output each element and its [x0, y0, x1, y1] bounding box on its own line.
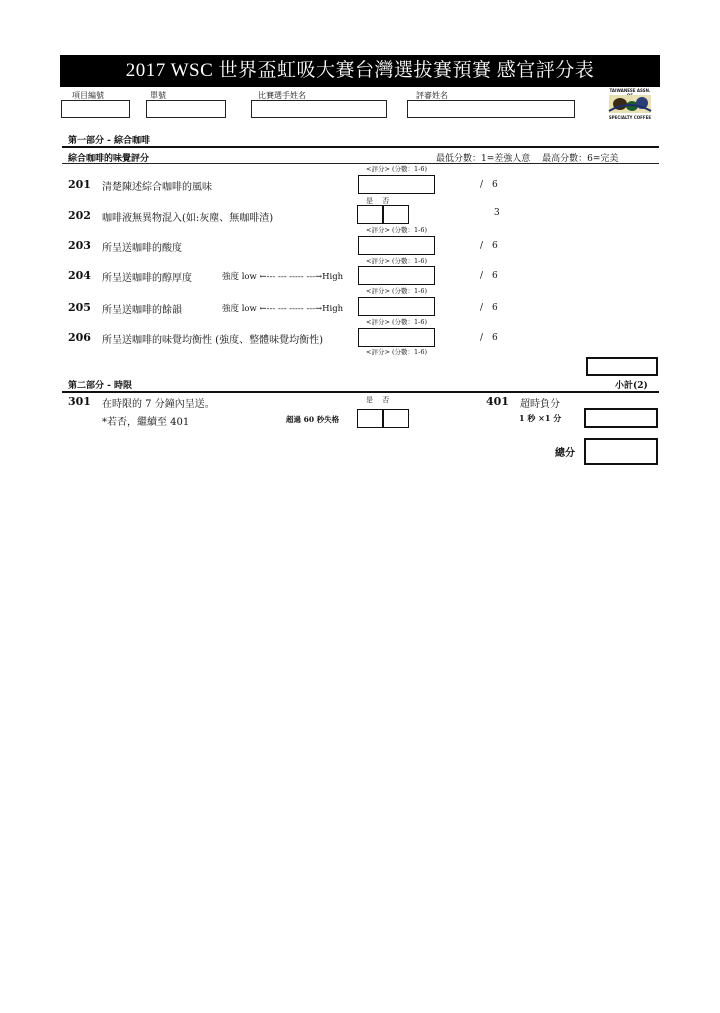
item-301-number: 301: [68, 395, 91, 408]
subtotal-box[interactable]: [586, 357, 658, 376]
item-205-score-box[interactable]: [358, 297, 435, 316]
item-206-text: 所呈送咖啡的味覺均衡性 (強度、整體味覺均衡性): [102, 335, 323, 346]
part1-title: 第一部分 - 綜合咖啡: [68, 136, 151, 146]
item-no-field[interactable]: [61, 100, 130, 118]
item-401-number: 401: [486, 395, 509, 408]
item-205-number: 205: [68, 301, 91, 314]
score-hint: <評分> (分數：1-6): [366, 165, 427, 173]
sheet-no-label: 單號: [150, 91, 166, 100]
item-202-yes-box[interactable]: [357, 205, 383, 224]
item-202-no-box[interactable]: [383, 205, 409, 224]
item-204-number: 204: [68, 269, 91, 282]
scale-note: 最低分數：1=差強人意 最高分數：6=完美: [436, 154, 619, 164]
item-201-text: 清楚陳述綜合咖啡的風味: [102, 182, 212, 193]
sheet-no-field[interactable]: [146, 100, 226, 118]
item-301-note: *若否，繼續至 401: [102, 417, 190, 428]
item-201-score-box[interactable]: [358, 175, 435, 194]
item-206-max: / 6: [480, 333, 498, 343]
item-301-yes-box[interactable]: [357, 409, 383, 428]
item-401-text: 超時負分: [520, 399, 560, 410]
item-401-score-box[interactable]: [584, 408, 658, 428]
item-204-max: / 6: [480, 271, 498, 281]
overtime-fail-note: 超過 60 秒失格: [286, 415, 340, 424]
item-202-number: 202: [68, 209, 91, 222]
score-hint: <評分> (分數：1-6): [366, 226, 427, 234]
item-203-number: 203: [68, 239, 91, 252]
part1-divider: [62, 146, 659, 148]
item-206-number: 206: [68, 331, 91, 344]
item-203-score-box[interactable]: [358, 236, 435, 255]
part1-subtitle: 綜合咖啡的味覺評分: [68, 154, 150, 164]
item-203-max: / 6: [480, 241, 498, 251]
total-label: 總分: [555, 448, 575, 459]
item-201-number: 201: [68, 178, 91, 191]
item-201-max: / 6: [480, 180, 498, 190]
judge-name-label: 評審姓名: [416, 91, 448, 100]
total-score-box[interactable]: [584, 438, 658, 465]
yes-no-header: 是 否: [366, 197, 390, 205]
score-hint: <評分> (分數：1-6): [366, 318, 427, 326]
item-205-max: / 6: [480, 303, 498, 313]
part2-divider: [62, 391, 659, 393]
item-204-intensity-scale: 強度 low ←--- --- ----- ---→High: [222, 272, 344, 282]
item-202-max: 3: [494, 208, 500, 218]
item-205-intensity-scale: 強度 low ←--- --- ----- ---→High: [222, 304, 344, 314]
item-204-score-box[interactable]: [358, 266, 435, 285]
competitor-name-label: 比賽選手姓名: [258, 91, 306, 100]
judge-name-field[interactable]: [407, 100, 575, 118]
coffee-logo-icon: [606, 93, 654, 117]
score-hint: <評分> (分數：1-6): [366, 257, 427, 265]
subtotal-label: 小計(2): [615, 381, 648, 391]
item-no-label: 項目編號: [72, 91, 104, 100]
score-hint: <評分> (分數：1-6): [366, 348, 427, 356]
item-203-text: 所呈送咖啡的酸度: [102, 243, 182, 254]
tasc-logo: TAIWANESE ASSN. SPECIALTY COFFEE: [606, 88, 654, 120]
competitor-name-field[interactable]: [251, 100, 387, 118]
item-205-text: 所呈送咖啡的餘韻: [102, 305, 182, 316]
part2-yes-no-header: 是 否: [366, 396, 390, 404]
item-202-text: 咖啡液無異物混入(如:灰塵、無咖啡渣): [102, 213, 274, 224]
item-401-rule: 1 秒 ×1 分: [519, 413, 562, 423]
form-title: 2017 WSC 世界盃虹吸大賽台灣選拔賽預賽 感官評分表: [60, 55, 660, 87]
item-301-no-box[interactable]: [383, 409, 409, 428]
item-206-score-box[interactable]: [358, 328, 435, 347]
item-301-text: 在時限的 7 分鐘內呈送。: [102, 399, 215, 410]
score-hint: <評分> (分數：1-6): [366, 287, 427, 295]
item-204-text: 所呈送咖啡的醇厚度: [102, 273, 192, 284]
part2-title: 第二部分 - 時限: [68, 381, 133, 391]
